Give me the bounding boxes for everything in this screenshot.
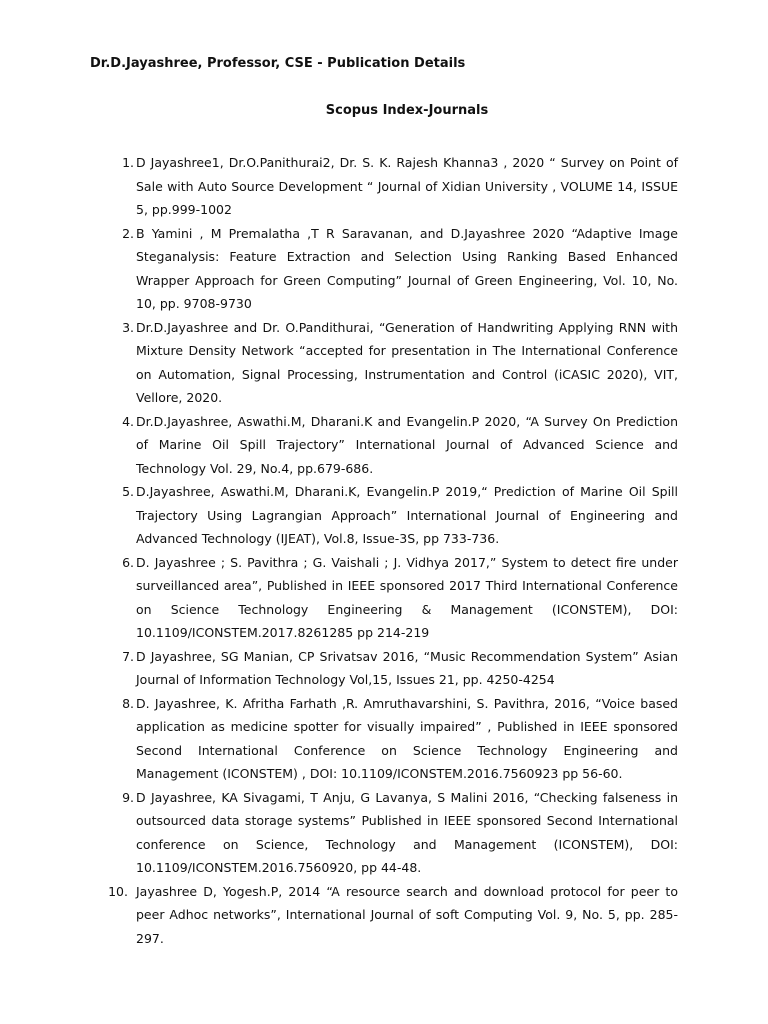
publication-list — [110, 151, 678, 950]
publication-number: 4. — [122, 413, 134, 429]
publication-number: 7. — [122, 648, 134, 664]
publication-number: 10. — [108, 883, 128, 899]
section-title: Scopus Index-Journals — [325, 103, 489, 118]
publication-item — [110, 551, 678, 645]
publication-text: D Jayashree, KA Sivagami, T Anju, G Lavanya, S Malini 2016, “Checking falseness in outsourced data storage systems” Published in IEEE sponsored Second International conference on Science, Technology and Management (ICONSTEM), DOI: 10.1109/ICONSTEM.2016.7560920, pp 44-48. — [136, 789, 678, 875]
publication-item — [110, 222, 678, 316]
publication-text: Dr.D.Jayashree, Aswathi.M, Dharani.K and Evangelin.P 2020, “A Survey On Prediction of Marine Oil Spill Trajectory” International Journal of Advanced Science and Technology Vol. 29, No.4, pp.679-686. — [136, 413, 678, 476]
publication-text: Jayashree D, Yogesh.P, 2014 “A resource search and download protocol for peer to peer Adhoc networks”, International Journal of soft Computing Vol. 9, No. 5, pp. 285-297. — [136, 883, 678, 946]
publication-item — [110, 645, 678, 692]
publication-number: 2. — [122, 225, 134, 241]
publication-text: D. Jayashree, K. Afritha Farhath ,R. Amruthavarshini, S. Pavithra, 2016, “Voice based application as medicine spotter for visually impaired” , Published in IEEE sponsored Second International Conference on Science Technology Engineering and Management (ICONSTEM) , DOI: 10.1109/ICONSTEM.2016.7560923 pp 56-60. — [136, 695, 678, 781]
publication-number: 9. — [122, 789, 134, 805]
publication-item — [110, 316, 678, 410]
publication-number: 5. — [122, 484, 134, 499]
publication-text: D Jayashree, SG Manian, CP Srivatsav 2016, “Music Recommendation System” Asian Journal of Information Technology Vol,15, Issues 21, pp. 4250-4254 — [136, 648, 678, 687]
publication-text: Dr.D.Jayashree and Dr. O.Pandithurai, “Generation of Handwriting Applying RNN with Mixture Density Network “accepted for presentation in The International Conference on Automation, Signal Processing, Instrumentation and Control (iCASIC 2020), VIT, Vellore, 2020. — [136, 319, 678, 405]
publication-text: D. Jayashree ; S. Pavithra ; G. Vaishali ; J. Vidhya 2017,” System to detect fire under surveillanced area”, Published in IEEE sponsored 2017 Third International Conference on Science Technology Engineering & Management (ICONSTEM), DOI: 10.1109/ICONSTEM.2017.8261285 pp 214-219 — [136, 554, 678, 640]
publication-number: 3. — [122, 319, 134, 335]
publication-item — [110, 480, 678, 551]
publication-number: 6. — [122, 554, 134, 570]
publication-item — [110, 880, 678, 951]
publication-item — [110, 786, 678, 880]
publication-number: 8. — [122, 695, 134, 711]
publication-text: B Yamini , M Premalatha ,T R Saravanan, and D.Jayashree 2020 “Adaptive Image Steganalysis: Feature Extraction and Selection Using Ranking Based Enhanced Wrapper Approach for Green Computing” Journal of Green Engineering, Vol. 10, No. 10, pp. 9708-9730 — [136, 225, 678, 311]
publication-number: 1. — [122, 155, 134, 170]
publication-text: D.Jayashree, Aswathi.M, Dharani.K, Evangelin.P 2019,“ Prediction of Marine Oil Spill Trajectory Using Lagrangian Approach” International Journal of Engineering and Advanced Technology (IJEAT), Vol.8, Issue-3S, pp 733-736. — [136, 484, 678, 546]
publication-text: D Jayashree1, Dr.O.Panithurai2, Dr. S. K. Rajesh Khanna3 , 2020 “ Survey on Point of Sale with Auto Source Development “ Journal of Xidian University , VOLUME 14, ISSUE 5, pp.999-1002 — [136, 155, 678, 217]
publication-item — [110, 410, 678, 481]
publication-item — [110, 151, 678, 222]
document-title: Dr.D.Jayashree, Professor, CSE - Publication Details — [90, 56, 466, 71]
publication-item — [110, 692, 678, 786]
